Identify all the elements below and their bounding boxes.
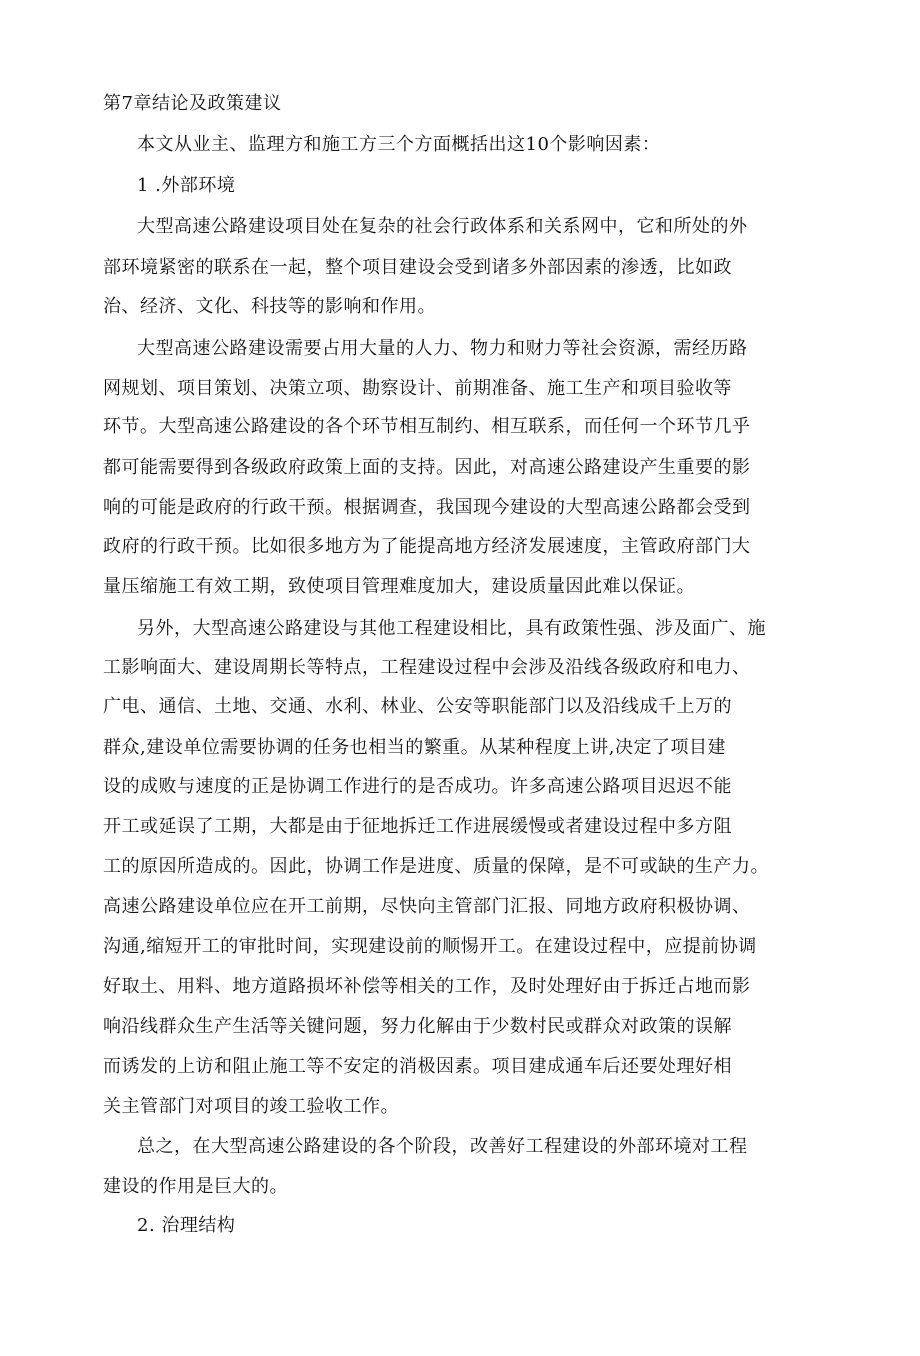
paragraph-line: 工影响面大、建设周期长等特点，工程建设过程中会涉及沿线各级政府和电力、 — [103, 657, 751, 678]
paragraph-line: 工的原因所造成的。因此，协调工作是进度、质量的保障，是不可或缺的生产力。 — [103, 856, 769, 877]
paragraph-line: 高速公路建设单位应在开工前期，尽快向主管部门汇报、同地方政府积极协调、 — [103, 896, 751, 917]
paragraph-line: 量压缩施工有效工期，致使项目管理难度加大，建设质量因此难以保证。 — [103, 576, 695, 597]
paragraph-line: 网规划、项目策划、决策立项、勘察设计、前期准备、施工生产和项目验收等 — [103, 378, 732, 399]
section-heading-2: 2. 治理结构 — [137, 1215, 236, 1236]
paragraph-line: 环节。大型高速公路建设的各个环节相互制约、相互联系，而任何一个环节几乎 — [103, 416, 751, 437]
paragraph-line: 政府的行政干预。比如很多地方为了能提高地方经济发展速度，主管政府部门大 — [103, 536, 751, 557]
paragraph-line: 设的成败与速度的正是协调工作进行的是否成功。许多高速公路项目迟迟不能 — [103, 776, 732, 797]
paragraph-line: 响的可能是政府的行政干预。根据调查，我国现今建设的大型高速公路都会受到 — [103, 497, 751, 518]
paragraph-line: 响沿线群众生产生活等关键问题，努力化解由于少数村民或群众对政策的误解 — [103, 1016, 732, 1037]
paragraph-line: 建设的作用是巨大的。 — [103, 1176, 288, 1197]
paragraph-line: 治、经济、文化、科技等的影响和作用。 — [103, 296, 436, 317]
paragraph-line: 都可能需要得到各级政府政策上面的支持。因此，对高速公路建设产生重要的影 — [103, 457, 751, 478]
chapter-title: 第7章结论及政策建议 — [103, 93, 282, 114]
paragraph-line: 大型高速公路建设需要占用大量的人力、物力和财力等社会资源，需经历路 — [137, 338, 748, 359]
paragraph-line: 沟通,缩短开工的审批时间，实现建设前的顺惕开工。在建设过程中，应提前协调 — [103, 936, 757, 957]
paragraph-line: 广电、通信、土地、交通、水利、林业、公安等职能部门以及沿线成千上万的 — [103, 696, 732, 717]
intro-text: 本文从业主、监理方和施工方三个方面概括出这10个影响因素： — [137, 134, 661, 155]
paragraph-line: 群众,建设单位需要协调的任务也相当的繁重。从某种程度上讲,决定了项目建 — [103, 737, 726, 758]
paragraph-line: 而诱发的上访和阻止施工等不安定的消极因素。项目建成通车后还要处理好相 — [103, 1056, 732, 1077]
section-heading-1: 1 .外部环境 — [137, 175, 236, 196]
paragraph-line: 好取土、用料、地方道路损坏补偿等相关的工作，及时处理好由于拆迁占地而影 — [103, 976, 751, 997]
paragraph-line: 开工或延误了工期，大都是由于征地拆迁工作进展缓慢或者建设过程中多方阻 — [103, 816, 732, 837]
paragraph-line: 另外，大型高速公路建设与其他工程建设相比，具有政策性强、涉及面广、施 — [137, 618, 766, 639]
paragraph-line: 总之，在大型高速公路建设的各个阶段，改善好工程建设的外部环境对工程 — [137, 1136, 748, 1157]
paragraph-line: 关主管部门对项目的竣工验收工作。 — [103, 1096, 399, 1117]
paragraph-line: 部环境紧密的联系在一起，整个项目建设会受到诸多外部因素的渗透，比如政 — [103, 257, 732, 278]
paragraph-line: 大型高速公路建设项目处在复杂的社会行政体系和关系网中，它和所处的外 — [137, 216, 748, 237]
